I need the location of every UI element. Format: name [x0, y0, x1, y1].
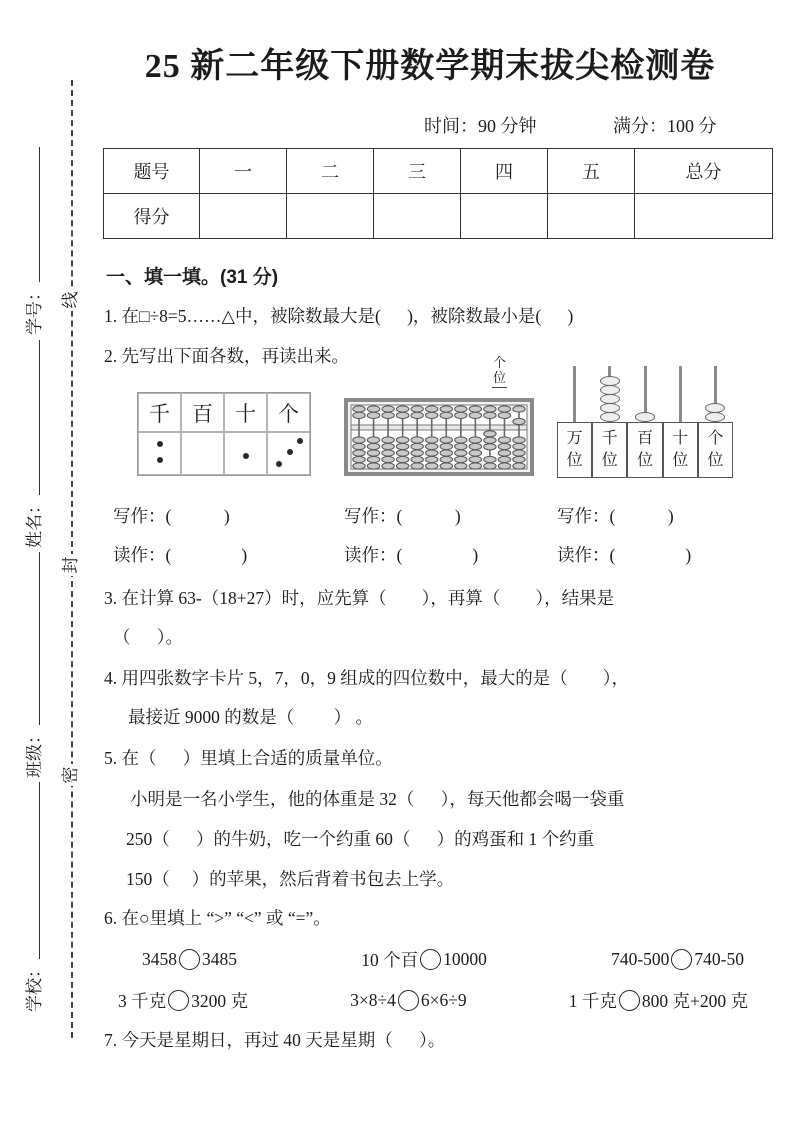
header-part-2: 二	[287, 149, 374, 194]
pv-dot	[157, 457, 163, 463]
question-7: 7. 今天是星期日，再过 40 天是星期（ ）。	[104, 1030, 446, 1050]
question-2: 2. 先写出下面各数，再读出来。	[104, 346, 349, 366]
abacus-bead	[484, 437, 496, 443]
school-blank[interactable]	[25, 782, 40, 959]
question-4-line2: 最接近 9000 的数是（ ） 。	[128, 707, 373, 727]
score-table-score-row	[104, 194, 773, 239]
pv-dot	[243, 453, 249, 459]
abacus-bead	[455, 463, 467, 469]
header-part-5: 五	[548, 149, 635, 194]
question-6-row2	[118, 988, 748, 1013]
seal-char-line: 线	[60, 289, 82, 311]
abacus-bead	[484, 431, 496, 437]
abacus-bead	[426, 437, 438, 443]
abacus-bead	[469, 456, 481, 462]
abacus-bead	[367, 450, 379, 456]
header-total: 总分	[635, 149, 773, 194]
abacus-figure	[344, 398, 534, 481]
abacus-bead	[498, 463, 510, 469]
read-blank-3[interactable]: 读作：( )	[557, 545, 692, 565]
pv-dot	[276, 461, 282, 467]
counter-labels	[557, 422, 733, 478]
abacus-bead	[396, 437, 408, 443]
counter-rod-wan	[557, 364, 592, 422]
abacus-svg	[344, 398, 534, 476]
pv-dot	[157, 441, 163, 447]
abacus-bead	[513, 406, 525, 412]
abacus-bead	[396, 456, 408, 462]
pv-dots-thousands	[138, 432, 181, 475]
compare-circle[interactable]	[420, 949, 441, 970]
abacus-bead	[440, 456, 452, 462]
compare-circle[interactable]	[398, 990, 419, 1011]
question-3-line1: 3. 在计算 63-（18+27）时，应先算（ ），再算（ ），结果是	[104, 588, 615, 608]
abacus-bead	[469, 450, 481, 456]
abacus-bead	[455, 412, 467, 418]
abacus-bead	[367, 456, 379, 462]
abacus-bead	[396, 463, 408, 469]
abacus-bead	[440, 443, 452, 449]
counter-figure	[557, 364, 733, 478]
score-table-header-row	[104, 149, 773, 194]
abacus-bead	[469, 412, 481, 418]
abacus-bead	[469, 437, 481, 443]
abacus-bead	[382, 456, 394, 462]
abacus-bead	[353, 456, 365, 462]
pv-dot	[297, 438, 303, 444]
abacus-bead	[513, 418, 525, 424]
abacus-bead	[426, 456, 438, 462]
score-cell[interactable]	[461, 194, 548, 239]
abacus-bead	[382, 437, 394, 443]
abacus-bead	[440, 437, 452, 443]
abacus-bead	[353, 412, 365, 418]
abacus-bead	[455, 406, 467, 412]
score-cell[interactable]	[548, 194, 635, 239]
abacus-bead	[411, 456, 423, 462]
name-label: 姓名：	[25, 497, 44, 548]
seal-field-class	[20, 552, 46, 778]
abacus-bead	[498, 406, 510, 412]
read-blank-2[interactable]: 读作：( )	[344, 545, 479, 565]
place-value-chart	[137, 392, 311, 476]
page-title: 25 新二年级下册数学期末拔尖检测卷	[144, 48, 716, 85]
abacus-bead	[440, 450, 452, 456]
abacus-bead	[498, 437, 510, 443]
abacus-bead	[455, 437, 467, 443]
abacus-bead	[411, 463, 423, 469]
question-1: 1. 在□÷8=5……△中，被除数最大是( )，被除数最小是( )	[104, 306, 574, 326]
question-3-line2: （ ）。	[113, 627, 183, 647]
compare-circle[interactable]	[671, 949, 692, 970]
abacus-bead	[426, 406, 438, 412]
question-5-line1: 5. 在（ ）里填上合适的质量单位。	[104, 748, 393, 768]
score-cell[interactable]	[200, 194, 287, 239]
abacus-bead	[382, 406, 394, 412]
counter-bead	[705, 412, 725, 422]
seal-char-mi: 密	[60, 764, 82, 786]
time-label: 时间：90 分钟	[424, 116, 537, 136]
pv-header-ones: 个	[267, 393, 310, 432]
counter-rod-ge	[698, 364, 733, 422]
abacus-bead	[411, 412, 423, 418]
counter-label-qian: 千位	[592, 422, 627, 478]
abacus-bead	[382, 463, 394, 469]
abacus-bead	[513, 443, 525, 449]
abacus-bead	[455, 443, 467, 449]
compare-circle[interactable]	[168, 990, 189, 1011]
seal-field-school	[20, 782, 46, 1012]
comparison-item: 3×8÷4 6×6÷9	[350, 990, 467, 1010]
abacus-beam	[351, 425, 527, 430]
abacus-bead	[382, 412, 394, 418]
abacus-bead	[440, 412, 452, 418]
abacus-bead	[484, 456, 496, 462]
comparison-item: 3 千克 3200 克	[118, 991, 248, 1011]
abacus-bead	[367, 463, 379, 469]
comparison-item: 10 个百 10000	[361, 949, 487, 970]
abacus-bead	[396, 443, 408, 449]
abacus-bead	[484, 406, 496, 412]
abacus-bead	[426, 450, 438, 456]
counter-label-ge: 个位	[698, 422, 733, 478]
question-6-row1	[142, 947, 744, 972]
abacus-bead	[367, 443, 379, 449]
pv-dots-ones	[267, 432, 310, 475]
pv-header-hundreds: 百	[181, 393, 224, 432]
full-score-label: 满分：100 分	[613, 116, 717, 136]
abacus-bead	[513, 450, 525, 456]
abacus-bead	[353, 437, 365, 443]
header-part-4: 四	[461, 149, 548, 194]
abacus-bead	[455, 450, 467, 456]
seal-field-student-id	[20, 147, 46, 335]
counter-rods	[557, 364, 733, 422]
header-part-1: 一	[200, 149, 287, 194]
counter-label-shi: 十位	[663, 422, 698, 478]
abacus-bead	[484, 444, 496, 450]
abacus-bead	[426, 443, 438, 449]
abacus-bead	[440, 406, 452, 412]
write-blank-2[interactable]: 写作：( )	[344, 506, 461, 526]
abacus-bead	[469, 463, 481, 469]
abacus-bead	[513, 456, 525, 462]
question-6-intro: 6. 在○里填上 “>” “<” 或 “=”。	[104, 908, 331, 928]
question-4-line1: 4. 用四张数字卡片 5，7，0，9 组成的四位数中，最大的是（ ），	[104, 668, 629, 688]
abacus-bead	[396, 412, 408, 418]
abacus-bead	[513, 463, 525, 469]
counter-rod-bai	[627, 364, 662, 422]
abacus-ones-place-label: 个位	[492, 356, 507, 388]
abacus-bead	[367, 412, 379, 418]
abacus-bead	[426, 412, 438, 418]
seal-field-name	[20, 340, 46, 548]
school-label: 学校：	[25, 961, 44, 1012]
name-blank[interactable]	[25, 340, 40, 495]
comparison-item: 3458 3485	[142, 949, 237, 969]
pv-header-tens: 十	[224, 393, 267, 432]
abacus-bead	[411, 437, 423, 443]
student-id-label: 学号：	[25, 284, 44, 335]
abacus-bead	[353, 406, 365, 412]
score-cell-total[interactable]	[635, 194, 773, 239]
header-question-number: 题号	[104, 149, 200, 194]
abacus-bead	[411, 443, 423, 449]
class-label: 班级：	[25, 727, 44, 778]
abacus-bead	[455, 456, 467, 462]
abacus-bead	[484, 412, 496, 418]
abacus-bead	[411, 450, 423, 456]
abacus-bead	[440, 463, 452, 469]
student-id-blank[interactable]	[25, 147, 40, 282]
abacus-bead	[498, 412, 510, 418]
comparison-item: 740-500 740-50	[611, 949, 744, 969]
counter-rod-qian	[592, 364, 627, 422]
question-5-line4: 150（ ）的苹果，然后背着书包去上学。	[126, 869, 455, 889]
question-5-line2: 小明是一名小学生，他的体重是 32（ ），每天他都会喝一袋重	[130, 789, 625, 809]
score-cell[interactable]	[287, 194, 374, 239]
abacus-bead	[513, 437, 525, 443]
abacus-bead	[367, 406, 379, 412]
abacus-bead	[498, 456, 510, 462]
abacus-bead	[353, 463, 365, 469]
abacus-bead	[484, 463, 496, 469]
abacus-bead	[367, 437, 379, 443]
score-table	[103, 148, 773, 239]
class-blank[interactable]	[25, 552, 40, 725]
compare-circle[interactable]	[179, 949, 200, 970]
header-part-3: 三	[374, 149, 461, 194]
abacus-bead	[396, 406, 408, 412]
comparison-item: 1 千克 800 克+200 克	[568, 991, 748, 1011]
abacus-bead	[382, 450, 394, 456]
section1-heading: 一、填一填。(31 分)	[106, 267, 279, 288]
counter-bead	[635, 412, 655, 422]
abacus-bead	[426, 463, 438, 469]
score-cell[interactable]	[374, 194, 461, 239]
counter-label-wan: 万位	[557, 422, 592, 478]
abacus-bead	[382, 443, 394, 449]
abacus-bead	[469, 443, 481, 449]
score-row-label: 得分	[104, 194, 200, 239]
abacus-bead	[411, 406, 423, 412]
write-blank-1[interactable]: 写作：( )	[113, 506, 230, 526]
counter-bead	[600, 412, 620, 422]
pv-dots-hundreds	[181, 432, 224, 475]
abacus-bead	[353, 443, 365, 449]
counter-rod-shi	[663, 364, 698, 422]
pv-dot	[287, 449, 293, 455]
abacus-bead	[498, 450, 510, 456]
write-blank-3[interactable]: 写作：( )	[557, 506, 674, 526]
abacus-bead	[396, 450, 408, 456]
counter-label-bai: 百位	[627, 422, 662, 478]
compare-circle[interactable]	[619, 990, 640, 1011]
seal-char-feng: 封	[60, 554, 82, 576]
pv-dots-tens	[224, 432, 267, 475]
question-5-line3: 250（ ）的牛奶，吃一个约重 60（ ）的鸡蛋和 1 个约重	[126, 829, 595, 849]
abacus-bead	[469, 406, 481, 412]
read-blank-1[interactable]: 读作：( )	[113, 545, 248, 565]
abacus-bead	[498, 443, 510, 449]
abacus-bead	[353, 450, 365, 456]
pv-header-thousands: 千	[138, 393, 181, 432]
